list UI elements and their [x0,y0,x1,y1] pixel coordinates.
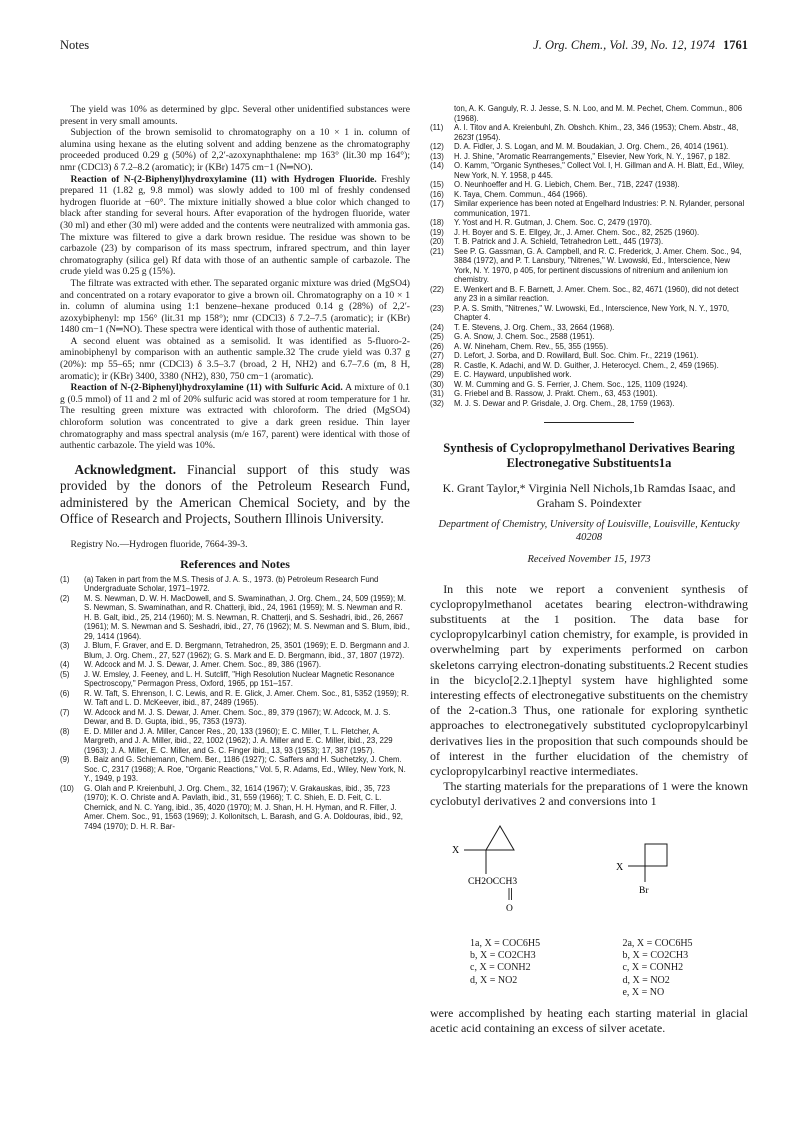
reference-item [430,285,748,304]
reference-number: (28) [430,360,444,370]
page-number: 1761 [723,38,748,52]
reference-text: A. I. Titov and A. Kreienbuhl, Zh. Obshch. Khim., 23, 346 (1953); Chem. Abstr., 48, 2623f (1954). [454,123,739,142]
reference-item [430,380,748,390]
acknowledgment-heading: Acknowledgment. [74,461,176,477]
reference-text: M. J. S. Dewar and P. Grisdale, J. Org. Chem., 28, 1759 (1963). [454,398,675,408]
reference-item [60,660,410,670]
paragraph [60,382,410,452]
reference-item [60,727,410,756]
subheading: Reaction of N-(2-Biphenyl)hydroxylamine (11) with Hydrogen Fluoride. [70,173,377,185]
reference-number: (26) [430,341,444,351]
reference-item [430,342,748,352]
paragraph-text: A mixture of 0.1 g (0.5 mmol) of 11 and 2 ml of 20% sulfuric acid was stored at room temperature for 1 hr. The resulting green mixture was extracted with chloroform. The dried (MgSO4) chloroform solution was concentrated to give a dark green residue. Thin layer chromatography and mass spectral analysis (m/e 167, parent) were identical with those of authentic carbazole. The yield was 10%. [60,382,410,452]
compound-label: c, X = CONH2 [470,962,531,974]
compound-label: d, X = NO2 [622,974,670,986]
right-column [430,104,748,1036]
reference-text: E. C. Hayward, unpublished work. [454,370,572,379]
left-column [60,104,410,831]
reference-item [430,389,748,399]
cyclobutane-ring [628,844,667,882]
subheading: Reaction of N-(2-Biphenyl)hydroxylamine (11) with Sulfuric Acid. [70,382,343,394]
reference-number: (27) [430,351,444,360]
reference-number: (20) [430,237,444,246]
paragraph: were accomplished by heating each starting material in glacial acetic acid containing an excess of silver acetate. [430,1005,748,1035]
reference-number: (3) [60,641,70,651]
reference-number: (25) [430,332,444,341]
reference-item [430,161,748,180]
paragraph-text: Freshly prepared 11 (1.82 g, 9.8 mmol) was slowly added to 100 ml of freshly condensed hydrogen fluoride at −60°. The mixture initially showed a blue color which changed to black after standing for several hours. After evaporation of the hydrogen fluoride, water (30 ml) and ether (30 ml) were added and the contents were neutralized with ammonia gas. The mixture was filtered to give a dark brown residue. The residue was shown to be carbazole (23) by comparison of its mass spectrum, infrared spectrum, and thin layer chromatography (silica gel) Rf data with those of an authentic sample of carbazole. The crude yield was 0.25 g (15%). [60,173,410,278]
reference-item [430,180,748,190]
reference-item [430,304,748,323]
reference-number: (9) [60,755,70,765]
article-title: Synthesis of Cyclopropylmethanol Derivatives Bearing Electronegative Substituents1a [443,441,735,470]
reference-text: (a) Taken in part from the M.S. Thesis of J. A. S., 1973. (b) Petroleum Research Fund Undergraduate Scholar, 1971–1972. [84,574,379,594]
reference-item [430,247,748,285]
reference-text: R. W. Taft, S. Ehrenson, I. C. Lewis, and R. E. Glick, J. Amer. Chem. Soc., 81, 5352 (1959); R. W. Taft and L. D. McKeever, ibid., 87, 2489 (1965). [84,688,409,708]
reference-item [60,755,410,784]
reference-number: (12) [430,142,444,151]
reference-number: (6) [60,688,70,698]
reference-text: D. Lefort, J. Sorba, and D. Rowillard, Bull. Soc. Chim. Fr., 2219 (1961). [454,351,699,360]
journal-name: J. Org. Chem., Vol. 39, No. 12, 1974 [533,38,715,52]
affiliation: Department of Chemistry, University of Louisville, Louisville, Kentucky 40208 [438,519,740,543]
reference-item [430,399,748,409]
paragraph [60,174,410,278]
reference-text: See P. G. Gassman, G. A. Campbell, and R. C. Frederick, J. Amer. Chem. Soc., 94, 3884 (1972), and P. T. Lansbury, "Nitrenes," W. Lwowski, Ed., Interscience, New York, N. Y. 1970, p 405, for pertinent discussions of nitrenium and anilenium ion chemistry. [454,246,742,284]
reference-number: (15) [430,180,444,189]
reference-item [60,594,410,642]
reference-number: (29) [430,370,444,379]
reference-number [430,104,454,123]
compound-label: c, X = CONH2 [622,962,684,974]
structure-drawing [430,816,748,934]
reference-number: (18) [430,218,444,227]
reference-text: W. M. Cumming and G. S. Ferrier, J. Chem. Soc., 125, 1109 (1924). [454,379,688,389]
reference-item [60,641,410,660]
chemical-structures [430,816,748,934]
reference-item [430,228,748,238]
reference-text: W. Adcock and M. J. S. Dewar, J. Amer. Chem. Soc., 89, 386 (1967). [84,660,322,670]
reference-number: (13) [430,151,444,161]
reference-number: (32) [430,398,444,408]
carbonyl-oxygen: O [506,903,513,914]
reference-text: H. J. Shine, "Aromatic Rearrangements," Elsevier, New York, N. Y., 1967, p 182. [454,151,731,161]
paragraph: The filtrate was extracted with ether. The separated organic mixture was dried (MgSO4) and concentrated on a rotary evaporator to give a brown oil. Chromatography on a 10 × 1 in. column of alumina using 1:1 benzene–hexane produced 0.14 g (28%) of 2,2′-azoxybiphenyl: mp 156° (lit.31 mp 158°); nmr (CDCl3) δ 7.2–7.5 (aromatic); ir (KBr) 1480 cm−1 (N═NO). These spectra were identical with those of authentic material. [60,277,410,336]
reference-text: O. Kamm, "Organic Syntheses," Collect Vol. I, H. Gillman and A. H. Blatt, Ed., Wiley, New York, N. Y. 1958, p 445. [454,161,745,180]
reference-number: (22) [430,284,444,294]
reference-text: R. Castle, K. Adachi, and W. D. Guither, J. Heterocycl. Chem., 2, 459 (1965). [454,360,719,370]
reference-item [430,199,748,218]
reference-text: D. A. Fidler, J. S. Logan, and M. M. Boudakian, J. Org. Chem., 26, 4014 (1961). [454,142,729,151]
reference-text: J. Blum, F. Graver, and E. D. Bergmann, Tetrahedron, 25, 3501 (1969); E. D. Bergmann and J. Blum, J. Org. Chem., 27, 527 (1962); G. S. Mark and E. D. Bergmann, ibid., 37, 1807 (1972). [84,641,410,660]
reference-item [430,237,748,247]
received-date: Received November 15, 1973 [527,554,651,565]
reference-number: (17) [430,199,444,208]
reference-number: (23) [430,303,444,313]
reference-text: T. B. Patrick and J. A. Schield, Tetrahedron Lett., 445 (1973). [454,237,664,246]
reference-item [430,218,748,228]
reference-item [60,689,410,708]
paragraph: In this note we report a convenient synthesis of cyclopropylmethanol acetates bearing electron-withdrawing substituents at the 1 position. The data base for cyclopropylcarbinyl cation chemistry, for example, is provided in overwhelming part by experiments performed on carbon skeletons carrying electron-donating substituents.2 Recent studies in the bicyclo[2.2.1]heptyl system have highlighted some interesting effects of electronegative substituents on the chemistry of the 2-cation.3 Thus, one rationale for exploring synthetic approaches to electronegatively substituted cyclopropylcarbinyl derivatives lies in the proposition that such compounds should be of interest in the further elucidation of the chemistry of cyclopropylcarbinyl reactive intermediates. [430,581,748,779]
reference-text: T. E. Stevens, J. Org. Chem., 33, 2664 (1968). [454,322,615,332]
reference-item [430,190,748,200]
reference-text: K. Taya, Chem. Commun., 464 (1966). [454,189,588,199]
registry-number: Registry No.—Hydrogen fluoride, 7664-39-3. [70,539,248,551]
reference-number: (2) [60,593,70,603]
reference-text: G. Olah and P. Kreienbuhl, J. Org. Chem., 32, 1614 (1967); V. Grakauskas, ibid., 35, 723 (1970); K. O. Christe and A. Pavlath, ibid., 31, 559 (1966); T. C. Shieh, E. D. Feit, C. L. Chernick, and N. C. Yang, ibid., 35, 4020 (1970); M. J. Shan, H. H. Hyman, and R. Filler, J. Amer. Chem. Soc., 91, 1563 (1969); J. Kollonitsch, L. Barash, and G. A. Doldouras, ibid., 92, 7494 (1970); D. H. R. Bar- [84,783,403,831]
compound-label: d, X = NO2 [470,974,518,986]
compound-label: b, X = CO2CH3 [622,950,689,962]
running-header [60,38,748,58]
bromine-label: Br [639,885,649,896]
substituent-x: X [616,861,624,873]
reference-item [430,152,748,162]
reference-number: (10) [60,783,74,793]
reference-text: G. Friebel and B. Rassow, J. Prakt. Chem., 63, 453 (1901). [454,389,658,398]
reference-text: E. D. Miller and J. A. Miller, Cancer Res., 20, 133 (1960); E. C. Miller, T. L. Fletcher, A. Margreth, and J. A. Miller, ibid., 22, 1002 (1962); J. A. Miller and E. C. Miller, ibid., 23, 229 (1963); J. A. Miller, E. C. Miller, and G. C. Finger ibid., 13, 93 (1953); 17, 387 (1957). [84,726,393,755]
compound-label: b, X = CO2CH3 [470,950,536,962]
reference-item [60,670,410,689]
acknowledgment [60,462,410,528]
paragraph: The starting materials for the preparations of 1 were the known cyclobutyl derivatives 2 and conversions into 1 [430,779,748,809]
reference-item [60,784,410,832]
reference-number: (4) [60,660,70,670]
reference-number: (11) [430,123,444,132]
reference-number: (16) [430,189,444,199]
journal-citation [533,38,748,53]
compound-2-labels [622,938,748,1000]
reference-number: (8) [60,726,70,736]
reference-item [60,575,410,594]
reference-item [430,142,748,152]
reference-number: (21) [430,246,444,256]
cyclopropane-ring [464,826,514,874]
paragraph: A second eluent was obtained as a semisolid. It was identified as 5-fluoro-2-aminobiphenyl by comparison with an authentic sample.32 The crude yield was 0.37 g (20%): mp 55–65; nmr (CDCl3) δ 3.5–3.7 (broad, 2 H, NH2) and 6.7–7.6 (m, 8 H, aromatic); ir (KBr) 3400, 3380 (NH2), 830, 750 cm−1 (aromatic). [60,335,410,382]
reference-item [430,351,748,361]
section-label: Notes [60,38,90,52]
reference-text: M. S. Newman, D. W. H. MacDowell, and S. Swaminathan, J. Org. Chem., 24, 509 (1959); M. S. Newman, S. Swaminathan, and R. Chatterji, ibid., 24, 1961 (1959); M. S. Newman and R. H. B. Galt, ibid., 25, 214 (1960); M. S. Newman, R. Chatterji, and S. Seshadri, ibid., 26, 2667 (1961); M. S. Newman and S. Seshadri, ibid., 27, 76 (1962); M. S. Newman and S. Blum, ibid., 29, 1414 (1964). [84,593,410,641]
reference-text: G. A. Snow, J. Chem. Soc., 2588 (1951). [454,332,595,341]
references-list [60,575,410,832]
paragraph: Subjection of the brown semisolid to chromatography on a 10 × 1 in. column of alumina using hexane as the eluting solvent and adding benzene as the chromatography proceeded produced 0.29 g (50%) of 2,2′-azoxynaphthalene: mp 163° (lit.30 mp 164°); nmr (CDCl3) δ 7.2–8.2 (aromatic); ir (KBr) 1475 cm−1 (N═NO). [60,127,410,173]
reference-number: (14) [430,161,444,170]
compound-label: 1a, X = COC6H5 [470,937,541,949]
paragraph: The yield was 10% as determined by glpc. Several other unidentified substances were present in very small amounts. [60,104,410,127]
reference-text: J. H. Boyer and S. E. Ellgey, Jr., J. Amer. Chem. Soc., 82, 2525 (1960). [454,227,700,237]
reference-item [430,370,748,380]
reference-item [430,104,748,123]
reference-number: (5) [60,669,70,679]
reference-text: ton, A. K. Ganguly, R. J. Jesse, S. N. Loo, and M. M. Pechet, Chem. Commun., 806 (1968). [454,104,743,123]
reference-text: E. Wenkert and B. F. Barnett, J. Amer. Chem. Soc., 82, 4671 (1960), did not detect any 23 in a similar reaction. [454,284,739,303]
reference-text: Similar experience has been noted at Engelhard Industries: P. N. Rylander, personal communication, 1971. [454,199,745,218]
article-divider [544,422,634,423]
reference-number: (31) [430,389,444,398]
compound-1-labels [430,938,622,1000]
reference-item [430,123,748,142]
compound-label: e, X = NO [622,987,665,999]
reference-item [430,361,748,371]
reference-text: O. Neunhoeffer and H. G. Liebich, Chem. Ber., 71B, 2247 (1938). [454,180,680,189]
reference-number: (7) [60,707,70,717]
acetate-chain: CH2OCCH3 [468,876,518,887]
reference-item [60,708,410,727]
reference-item [430,332,748,342]
reference-item [430,323,748,333]
reference-text: P. A. S. Smith, "Nitrenes," W. Lwowski, Ed., Interscience, New York, N. Y., 1970, Chapter 4. [454,303,730,322]
reference-text: Y. Yost and H. R. Gutman, J. Chem. Soc. C, 2479 (1970). [454,218,652,227]
compound-label: 2a, X = COC6H5 [622,937,693,949]
reference-number: (24) [430,322,444,332]
acknowledgment-text: Financial support of this study was provided by the donors of the Petroleum Research Fund, administered by the American Chemical Society, and by the Office of Research and Projects, Southern Illinois University. [60,461,411,527]
reference-text: W. Adcock and M. J. S. Dewar, J. Amer. Chem. Soc., 89, 379 (1967); W. Adcock, M. J. S. Dewar, and B. D. Gupta, ibid., 95, 7353 (1973). [84,707,391,727]
reference-number: (1) [60,574,70,584]
reference-number: (30) [430,379,444,389]
references-heading: References and Notes [180,557,290,572]
compound-labels [430,938,748,1000]
article-authors: K. Grant Taylor,* Virginia Nell Nichols,1b Ramdas Isaac, and Graham S. Poindexter [442,481,736,510]
reference-text: A. W. Nineham, Chem. Rev., 55, 355 (1955). [454,341,609,351]
reference-text: J. W. Emsley, J. Feeney, and L. H. Sutcliff, "High Resolution Nuclear Magnetic Resonance Spectroscopy," Permagon Press, Oxford, 1965, pp 151–157. [84,669,395,689]
substituent-x: X [452,844,460,856]
references-list-continued [430,104,748,408]
reference-number: (19) [430,227,444,237]
reference-text: B. Baiz and G. Schiemann, Chem. Ber., 1186 (1927); C. Saffers and H. Suchetzky, J. Chem. Soc. C, 2317 (1968); A. Roe, "Organic Reactions," Vol. 5, R. Adams, Ed., Wiley, New York, N. Y., 1949, p 193. [84,755,406,784]
